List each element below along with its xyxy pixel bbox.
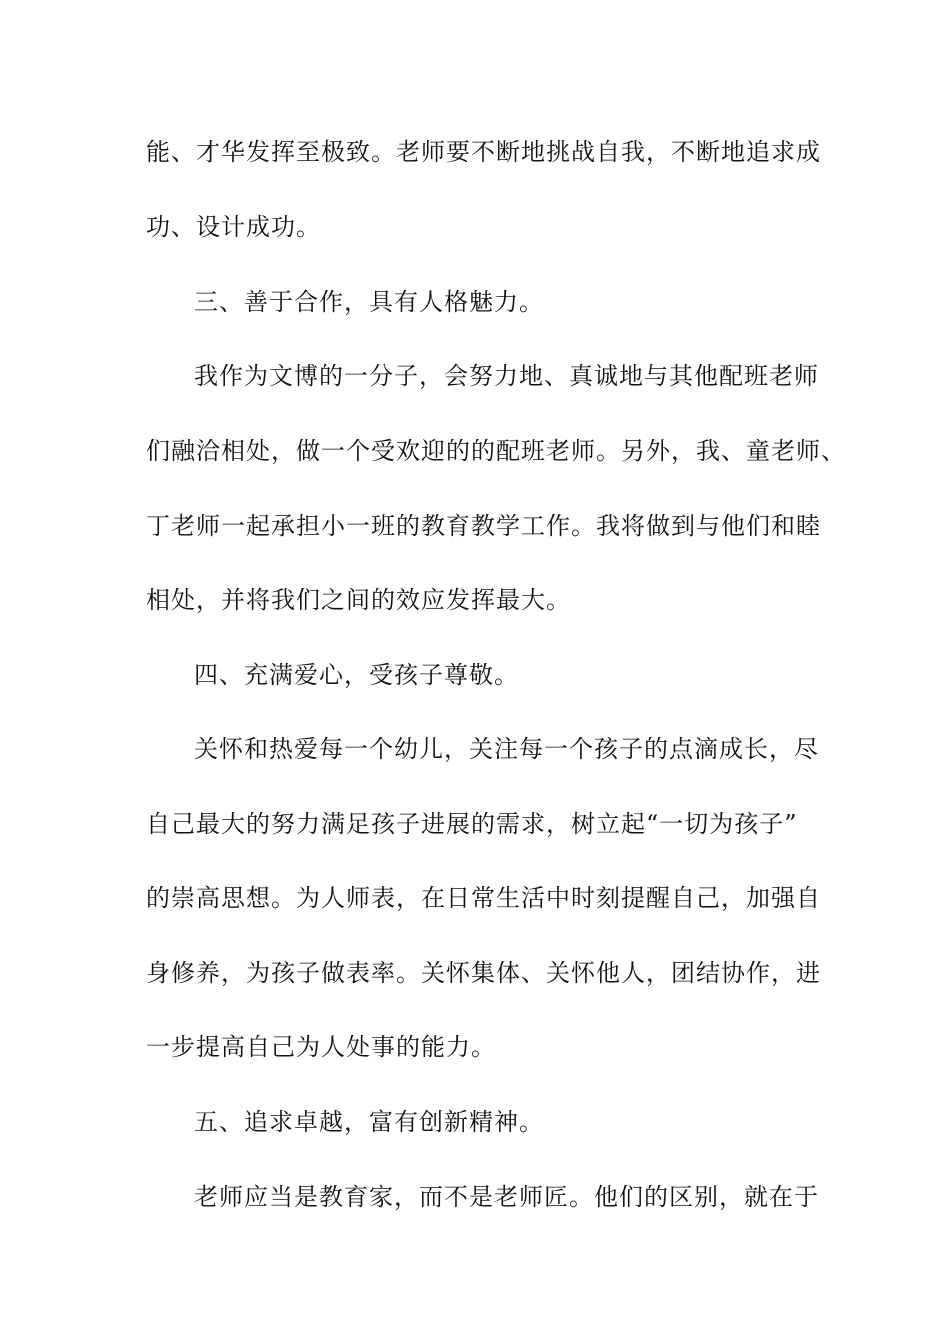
text-line-11: 的崇高思想。为人师表，在日常生活中时刻提醒自己，加强自 [146,884,821,912]
text-line-12: 身修养，为孩子做表率。关怀集体、关怀他人，团结协作，进 [146,959,821,987]
text-line-6: 丁老师一起承担小一班的教育教学工作。我将做到与他们和睦 [146,512,821,540]
section-heading-3: 三、善于合作，具有人格魅力。 [194,288,544,316]
text-line-13: 一步提高自己为人处事的能力。 [146,1033,496,1061]
paragraph-start-line: 老师应当是教育家，而不是老师匠。他们的区别，就在于 [194,1183,819,1211]
section-heading-5: 五、追求卓越，富有创新精神。 [194,1108,544,1136]
text-line-7: 相处，并将我们之间的效应发挥最大。 [146,586,571,614]
text-line-1: 能、才华发挥至极致。老师要不断地挑战自我，不断地追求成 [146,138,821,166]
section-heading-4: 四、充满爱心，受孩子尊敬。 [194,661,519,689]
paragraph-start-line: 我作为文博的一分子，会努力地、真诚地与其他配班老师 [194,362,819,390]
paragraph-start-line: 关怀和热爱每一个幼儿，关注每一个孩子的点滴成长，尽 [194,735,819,763]
text-line-2: 功、设计成功。 [146,213,321,241]
text-line-5: 们融洽相处，做一个受欢迎的的配班老师。另外，我、童老师、 [146,437,846,465]
text-line-10: 自己最大的努力满足孩子进展的需求，树立起“一切为孩子” [146,810,798,838]
